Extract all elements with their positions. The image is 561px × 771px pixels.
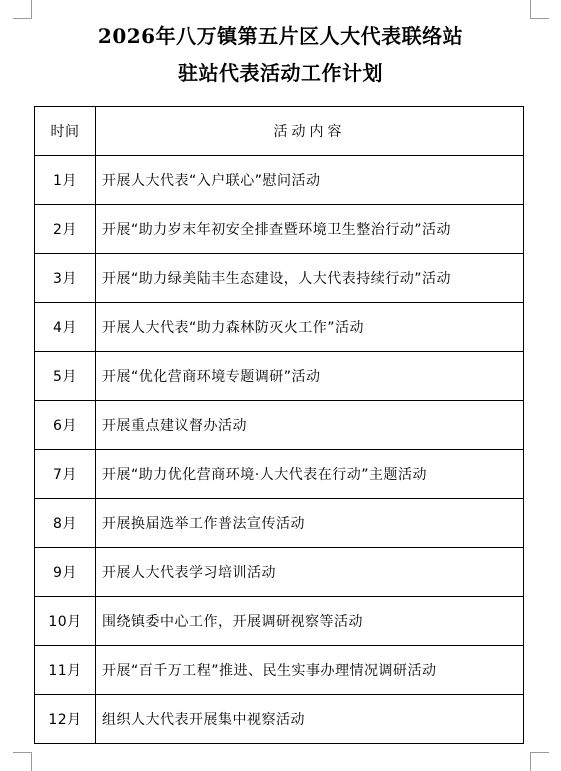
header-content: 活动内容 — [96, 107, 524, 156]
activity-cell: 开展人大代表学习培训活动 — [96, 548, 524, 597]
page-corner-mark — [13, 752, 32, 771]
document-title-line1: 2026年八万镇第五片区人大代表联络站 — [97, 24, 464, 48]
month-cell: 5月 — [35, 352, 96, 401]
table-row — [35, 303, 524, 352]
month-cell: 11月 — [35, 646, 96, 695]
page-corner-mark — [13, 0, 32, 19]
month-cell: 4月 — [35, 303, 96, 352]
month-cell: 6月 — [35, 401, 96, 450]
month-cell: 8月 — [35, 499, 96, 548]
table-row — [35, 499, 524, 548]
month-cell: 9月 — [35, 548, 96, 597]
month-cell: 10月 — [35, 597, 96, 646]
table-header-row — [35, 107, 524, 156]
activity-cell: 开展重点建议督办活动 — [96, 401, 524, 450]
activity-cell: 开展人大代表“入户联心”慰问活动 — [96, 156, 524, 205]
table-row — [35, 205, 524, 254]
table-row — [35, 450, 524, 499]
activity-cell: 开展人大代表“助力森林防灭火工作”活动 — [96, 303, 524, 352]
table-row — [35, 254, 524, 303]
table-row — [35, 156, 524, 205]
page-corner-mark — [530, 752, 549, 771]
table-row — [35, 597, 524, 646]
month-cell: 3月 — [35, 254, 96, 303]
table-row — [35, 548, 524, 597]
month-cell: 1月 — [35, 156, 96, 205]
activity-cell: 开展换届选举工作普法宣传活动 — [96, 499, 524, 548]
document-title-line2: 驻站代表活动工作计划 — [178, 61, 383, 85]
month-cell: 7月 — [35, 450, 96, 499]
table-row — [35, 695, 524, 744]
activity-cell: 围绕镇委中心工作，开展调研视察等活动 — [96, 597, 524, 646]
activity-plan-table — [34, 106, 524, 744]
header-time: 时间 — [35, 107, 96, 156]
activity-cell: 开展“百千万工程”推进、民生实事办理情况调研活动 — [96, 646, 524, 695]
activity-cell: 开展“助力优化营商环境·人大代表在行动”主题活动 — [96, 450, 524, 499]
page-corner-mark — [530, 0, 549, 19]
activity-cell: 组织人大代表开展集中视察活动 — [96, 695, 524, 744]
activity-cell: 开展“助力绿美陆丰生态建设，人大代表持续行动”活动 — [96, 254, 524, 303]
month-cell: 12月 — [35, 695, 96, 744]
table-row — [35, 352, 524, 401]
table-row — [35, 646, 524, 695]
month-cell: 2月 — [35, 205, 96, 254]
table-row — [35, 401, 524, 450]
activity-cell: 开展“助力岁末年初安全排查暨环境卫生整治行动”活动 — [96, 205, 524, 254]
activity-cell: 开展“优化营商环境专题调研”活动 — [96, 352, 524, 401]
